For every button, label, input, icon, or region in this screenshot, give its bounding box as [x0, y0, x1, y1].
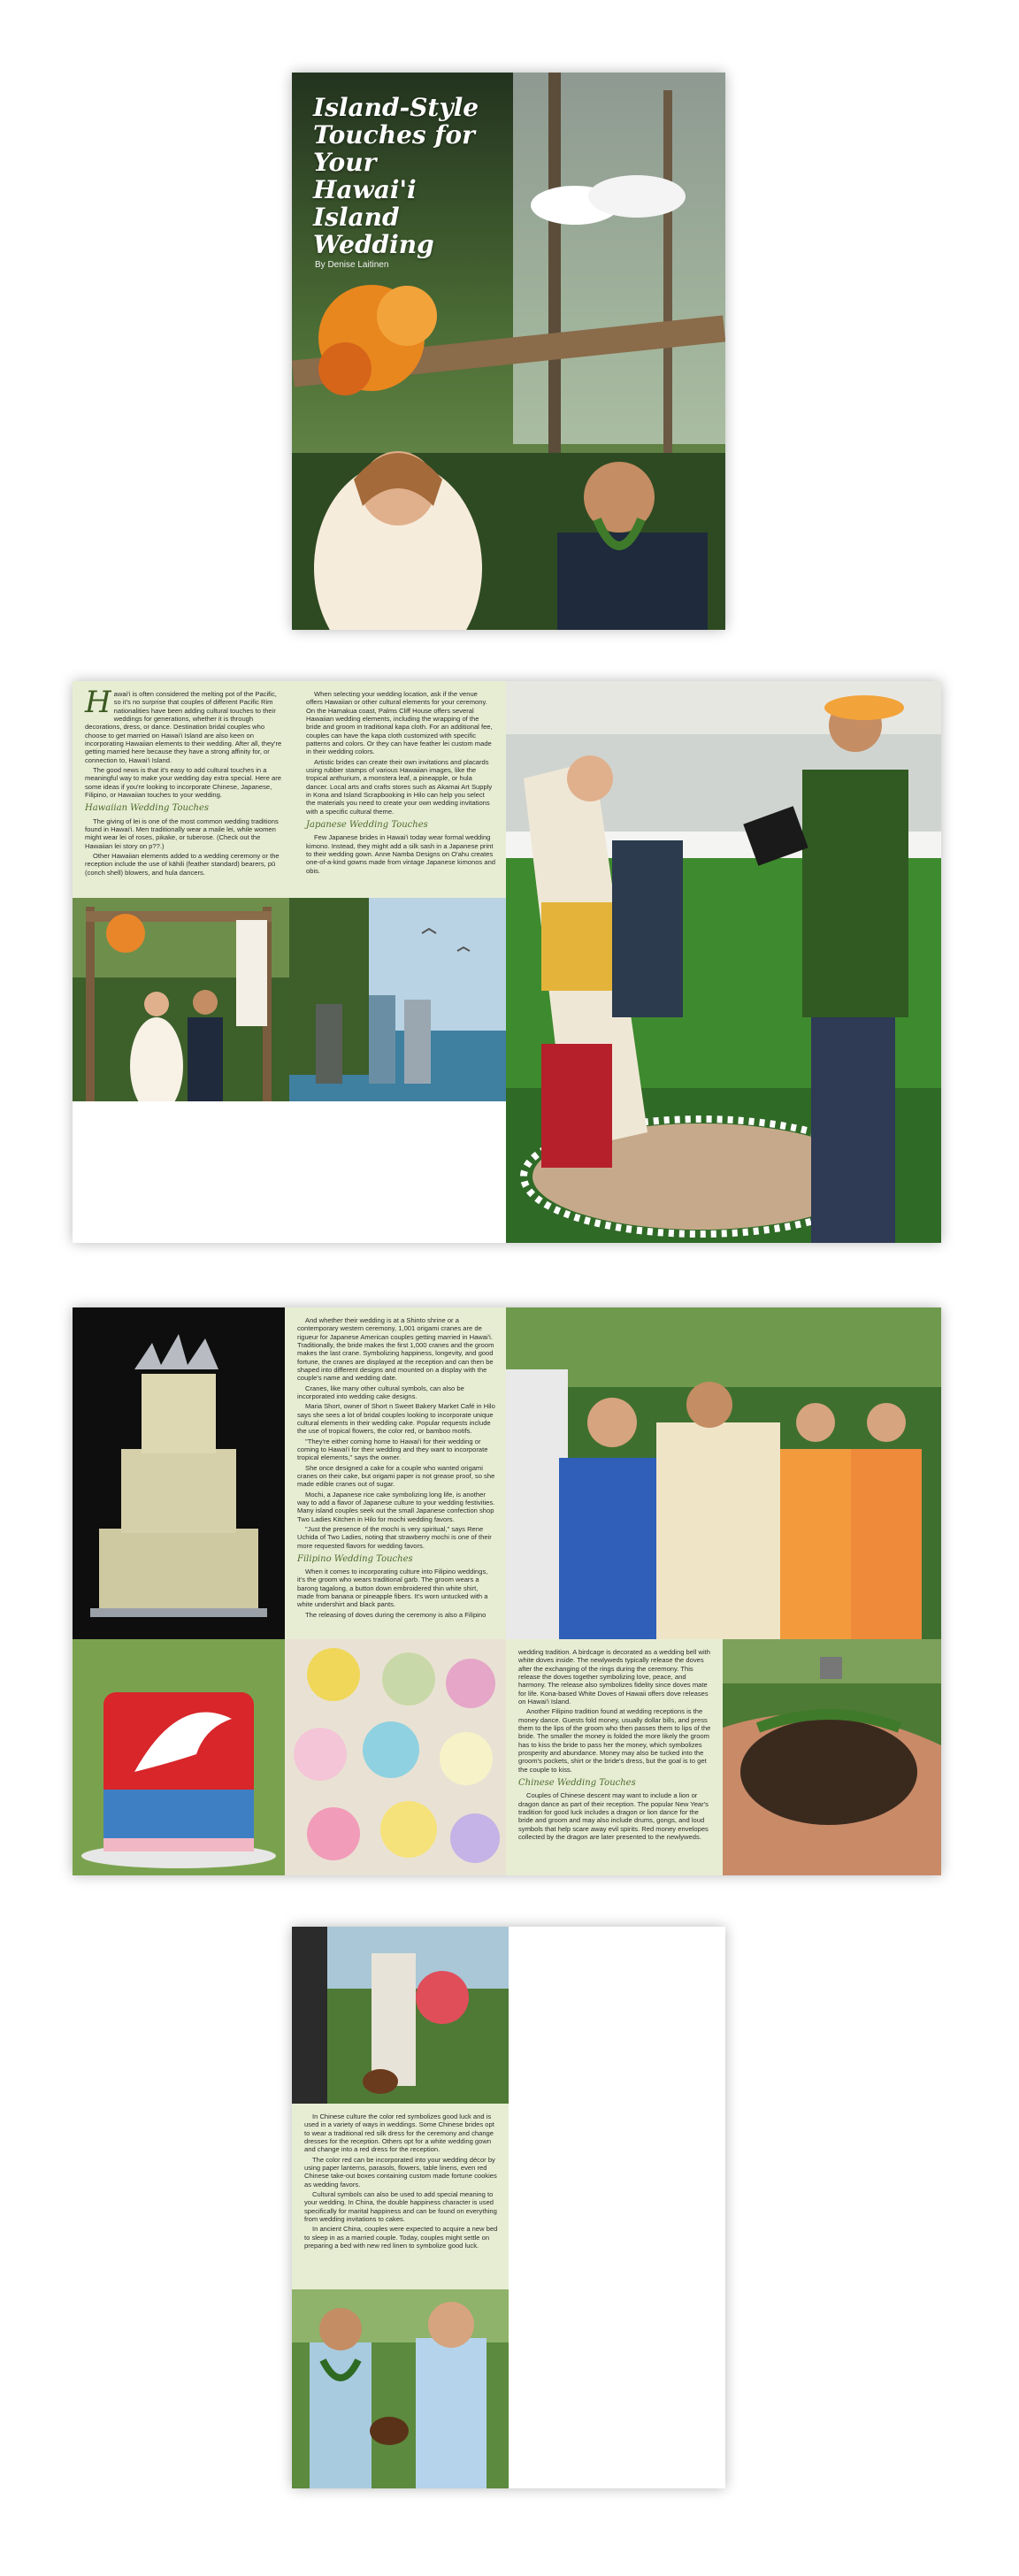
section-heading: Hawaiian Wedding Touches — [85, 803, 210, 814]
spread2-text-column-bottom — [506, 1639, 723, 1875]
photo-origami-crane-wedding-cake — [73, 1307, 285, 1639]
section-heading: Filipino Wedding Touches — [297, 1553, 413, 1564]
body-paragraph: Cranes, like many other cultural symbols, can also be incorporated into wedding cake designs. — [297, 1384, 464, 1400]
body-paragraph: The giving of lei is one of the most common wedding traditions found in Hawai'i. Men traditionally wear a maile lei, while women might wear lei of roses, pikake, or tuberose. (Check out the Hawaiian lei story on p??.) — [85, 816, 279, 850]
body-paragraph: awai'i is often considered the melting pot of the Pacific, so it's no surprise that couples of different Pacific Rim nationalities have been adding cultural touches to their weddings for generations, whether it is through decorations, dress, or dance. Destination bridal couples who choose to get married on Hawai'i Island are also keen on incorporating Hawaiian elements to their wedding. After all, they're getting married here because they have a strong affinity for, or connection to, Hawai'i Island. — [85, 690, 282, 764]
photo-couple-at-floral-arch — [73, 898, 289, 1101]
body-paragraph: Another Filipino tradition found at wedding receptions is the money dance. Guests fold money, usually dollar bills, and press them to the lips of the groom who then passes them to lips of the bride. The smaller the money is folded the more likely the groom has to kiss the bride to pass her the money, which symbolizes prosperity and abundance. Money may also be tucked into the groom's pockets, shirt or the bride's dress, but the goal is to get the couple to kiss. — [518, 1707, 711, 1774]
body-paragraph: "Just the presence of the mochi is very spiritual," says Rene Uchida of Two Ladies, noting that strawberry mochi is one of their more requested flavors for wedding favors. — [297, 1524, 492, 1550]
spread-2 — [73, 1307, 941, 1875]
photo-couple-pouring-sand — [292, 2289, 509, 2488]
photo-kapa-cloth-wrapping-ceremony — [506, 681, 941, 1243]
spread3-text-column — [292, 2104, 509, 2289]
photo-red-crane-cake — [73, 1639, 285, 1875]
cover-title: Island-Style Touches for Your Hawai'i Island Wedding — [313, 93, 479, 259]
body-paragraph: Couples of Chinese descent may want to include a lion or dragon dance as part of their reception. The popular New Year's tradition for good luck includes a dragon or lion dance for the bride and groom and may also include drums, gongs, and loud symbols that help scare away evil spirits. Red money envelopes collected by the dragon are later presented to the newlyweds. — [518, 1791, 709, 1841]
spread1-text-column-left — [73, 681, 294, 898]
body-paragraph: Few Japanese brides in Hawai'i today wear formal wedding kimono. Instead, they might add a silk sash in a Japanese print to their wedding gown. Anne Namba Designs on O'ahu creates one-of-a-kind gowns made from vintage Japanese kimonos and obis. — [306, 833, 496, 875]
photo-couple-releasing-birds-by-sea — [289, 898, 506, 1101]
spread2-text-column-top — [285, 1307, 506, 1639]
body-paragraph: In ancient China, couples were expected to acquire a new bed to sleep in as a married couple. Today, couples might settle on preparing a bed with new red linen to symbolize good luck. — [304, 2225, 498, 2250]
body-paragraph: The releasing of doves during the ceremony is also a Filipino — [305, 1610, 487, 1619]
body-paragraph: Artistic brides can create their own invitations and placards using rubber stamps of various Hawaiian images, like the tropical anthurium, a monstera leaf, a pineapple, or hula dancer. Local arts and crafts stores such as Akamai Art Supply in Kona and Island Scrapbooking in Hilo can help you select the materials you need to create your own wedding invitations with a specific cultural theme. — [306, 757, 493, 816]
cover-byline: By Denise Laitinen — [315, 260, 389, 270]
body-paragraph: She once designed a cake for a couple who wanted origami cranes on their cake, but origami paper is not grease proof, so she made edible cranes out of sugar. — [297, 1463, 495, 1489]
spread1-text-column-right — [294, 681, 506, 898]
cover-page — [292, 73, 725, 630]
photo-mochi-wedding-favors — [285, 1639, 506, 1875]
body-paragraph: The color red can be incorporated into your wedding décor by using paper lanterns, parasols, flowers, table linens, even red Chinese take-out boxes containing custom made fortune cookies as wedding favors. — [304, 2155, 497, 2189]
body-paragraph: "They're either coming home to Hawai'i for their wedding or coming to Hawai'i for their wedding and they want to incorporate tropical elements," says the owner. — [297, 1437, 488, 1462]
section-heading: Chinese Wedding Touches — [518, 1777, 636, 1788]
body-paragraph: Other Hawaiian elements added to a wedding ceremony or the reception include the use of kāhili (feather standard) bearers, pū (conch shell) blowers, and hula dancers. — [85, 851, 280, 877]
body-paragraph: When selecting your wedding location, ask if the venue offers Hawaiian or other cultural elements for your ceremony. On the Hamakua coast, Palms Cliff House offers several Hawaiian wedding elements, including the wrapping of the bride and groom in traditional kapa cloth. For an additional fee, couples can have the kapa cloth customized with specific patterns and colors. Or they can have feather lei custom made in their wedding colors. — [306, 690, 493, 756]
body-paragraph: Maria Short, owner of Short n Sweet Bakery Market Café in Hilo says she sees a lot of bridal couples looking to incorporate unique cultural elements in their wedding cake. Popular requests include the use of tropical flowers, the color red, or bamboo motifs. — [297, 1402, 495, 1436]
section-heading: Japanese Wedding Touches — [306, 819, 428, 830]
body-paragraph: When it comes to incorporating culture into Filipino weddings, it's the groom who wears traditional garb. The groom wears a barong tagalong, a button down embroidered thin white shirt, made from banana or pineapple fibers. It's worn untucked with a white undershirt and black pants. — [297, 1568, 488, 1609]
body-paragraph: The good news is that it's easy to add cultural touches in a meaningful way to make your wedding day extra special. Here are some ideas if you're looking to incorporate Chinese, Japanese, Filipino, or Hawaiian touches to your wedding. — [85, 765, 282, 799]
body-paragraph: And whether their wedding is at a Shinto shrine or a contemporary western ceremony, 1,001 origami cranes are de rigueur for Japanese American couples getting married in Hawai'i. Traditionally, the bride makes the first 1,000 cranes and the groom makes the last crane. Symbolizing happiness, longevity, and good fortune, the cranes are displayed at the reception and can then be shaped into different designs and mounted on a display with the couple's name and wedding date. — [297, 1316, 494, 1383]
body-paragraph: wedding tradition. A birdcage is decorated as a wedding bell with white doves inside. The newlyweds typically release the doves after the exchanging of the rings during the ceremony. This release the doves together symbolizing love, peace, and harmony. The release also symbolizes fidelity since doves mate for life. Kona-based White Doves of Hawaii offers dove releases on Hawai'i Island. — [518, 1648, 710, 1706]
photo-sand-ceremony — [292, 1927, 509, 2104]
body-paragraph: Mochi, a Japanese rice cake symbolizing long life, is another way to add a flavor of Japanese culture to your wedding festivities. Many island couples seek out the small Japanese confection shop Two Ladies Kitchen in Hilo for mochi wedding favors. — [297, 1490, 495, 1523]
body-paragraph: Cultural symbols can also be used to add special meaning to your wedding. In China, the double happiness character is used specifically for marital happiness and can be found on everything from wedding invitations to cakes. — [304, 2189, 497, 2223]
spread-1 — [73, 681, 941, 1243]
dropcap-letter: H — [85, 685, 111, 720]
photo-imu-earth-oven — [723, 1639, 941, 1875]
spread-3 — [292, 1927, 725, 2488]
photo-bridal-party-embrace — [506, 1307, 941, 1639]
body-paragraph: In Chinese culture the color red symbolizes good luck and is used in a variety of ways in weddings. Some Chinese brides opt to wear a traditional red silk dress for the ceremony and change dresses for the reception. Others opt for a white wedding gown and change into a red dress for the reception. — [304, 2112, 494, 2154]
